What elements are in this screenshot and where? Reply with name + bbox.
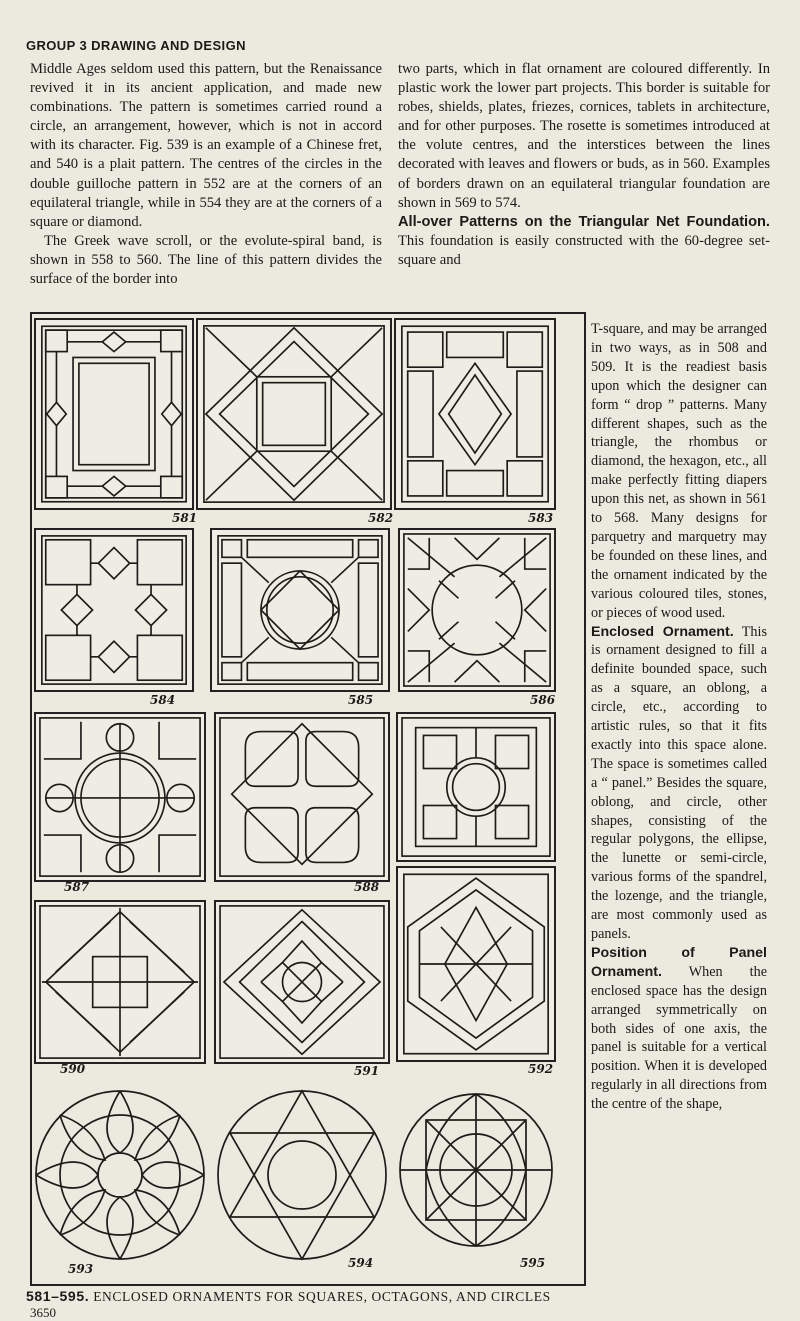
right-paragraph-2: This foundation is easily constructed with the 60-degree set-square and	[398, 232, 770, 268]
figure-594	[214, 1074, 390, 1276]
figure-586	[398, 528, 556, 692]
figure-581	[34, 318, 194, 510]
figure-591	[214, 900, 390, 1064]
plate-caption	[26, 1288, 551, 1305]
section-heading-allover: All-over Patterns on the Triangular Net Foundation.	[398, 213, 770, 230]
side-column	[591, 320, 767, 1114]
figure-587	[34, 712, 206, 882]
figure-582	[196, 318, 392, 510]
figure-588	[214, 712, 390, 882]
left-paragraph-1: Middle Ages seldom used this pattern, but the Renaissance revived it in its ancient application, and made new combinations. The pattern is sometimes carried round a circle, an arrangement, however, which is not in accord with its character. Fig. 539 is an example of a Chinese fret, and 540 is a plait pattern. The centres of the circles in the double guilloche pattern in 552 are at the corners of an equilateral triangle, while in 554 they are at the corners of a square or diamond.	[30, 61, 382, 230]
figure-number-582: 582	[368, 511, 394, 525]
right-paragraph-1: two parts, which in flat ornament are coloured differently. In plastic work the lower part projects. This border is suitable for robes, shields, plates, friezes, cornices, tablets in architecture, and for other purposes. The rosette is sometimes introduced at the volute centres, and the interstices between the lines decorated with leaves and flowers or buds, as in 560. Examples of borders drawn on an equilateral triangular foundation are shown in 569 to 574.	[398, 61, 770, 211]
figure-number-595: 595	[520, 1256, 546, 1270]
figure-585	[210, 528, 390, 692]
figure-number-585: 585	[348, 693, 374, 707]
figure-583	[394, 318, 556, 510]
figure-number-587: 587	[64, 880, 90, 894]
figure-number-583: 583	[528, 511, 554, 525]
figure-number-588: 588	[354, 880, 380, 894]
figure-number-591: 591	[354, 1064, 380, 1078]
figure-584	[34, 528, 194, 692]
figure-589	[396, 712, 556, 862]
side-paragraph-3: When the enclosed space has the design arranged symmetrically on both sides of one axis, the panel is suitable for a vertical position. When it is developed regularly in all directions from the centre of the shape,	[591, 963, 767, 1113]
figure-595	[396, 1068, 556, 1274]
section-heading-enclosed: Enclosed Ornament.	[591, 623, 734, 640]
figure-number-594: 594	[348, 1256, 374, 1270]
right-column	[398, 60, 770, 270]
figure-number-581: 581	[172, 511, 198, 525]
figure-number-590: 590	[60, 1062, 86, 1076]
page-number: 3650	[30, 1305, 56, 1320]
side-paragraph-1: T-square, and may be arranged in two ways, as in 508 and 509. It is the readiest basis upon which the designer can form “ drop ” patterns. Many different shapes, such as the triangle, the rhombus or diamond, the hexagon, etc., all make perfectly fitting diapers upon this net, as shown in 561 to 568. Many designs for parquetry and marquetry may be founded on these lines, and the ornament indicated by the various coloured tiles, stones, or pieces of wood used.	[591, 321, 767, 621]
caption-range: 581–595.	[26, 1288, 90, 1304]
figure-590	[34, 900, 206, 1064]
figure-number-592: 592	[528, 1062, 554, 1076]
side-paragraph-2: This is ornament designed to fill a definite bounded space, such as a square, an oblong, a circle, etc., according to artistic rules, so that it fits exactly into this space alone. The space is sometimes called a “ panel.” Besides the square, oblong, and circle, other shapes, consisting of the regular polygons, the ellipse, the lunette or semi-circle, various forms of the spandrel, the lozenge, and the triangle, are most commonly used as panels.	[591, 623, 767, 942]
figure-592	[396, 866, 556, 1062]
figure-number-586: 586	[530, 693, 556, 707]
caption-text: ENCLOSED ORNAMENTS FOR SQUARES, OCTAGONS, AND CIRCLES	[93, 1289, 551, 1304]
left-paragraph-2: The Greek wave scroll, or the evolute-spiral band, is shown in 558 to 560. The line of this pattern divides the surface of the border into	[30, 232, 382, 288]
figure-593	[34, 1074, 206, 1276]
left-column	[30, 60, 382, 289]
figure-number-593: 593	[68, 1262, 94, 1276]
figure-number-584: 584	[150, 693, 176, 707]
section-heading-panel-position: Position of Panel Ornament.	[591, 944, 767, 980]
running-header: GROUP 3 DRAWING AND DESIGN	[26, 38, 246, 53]
